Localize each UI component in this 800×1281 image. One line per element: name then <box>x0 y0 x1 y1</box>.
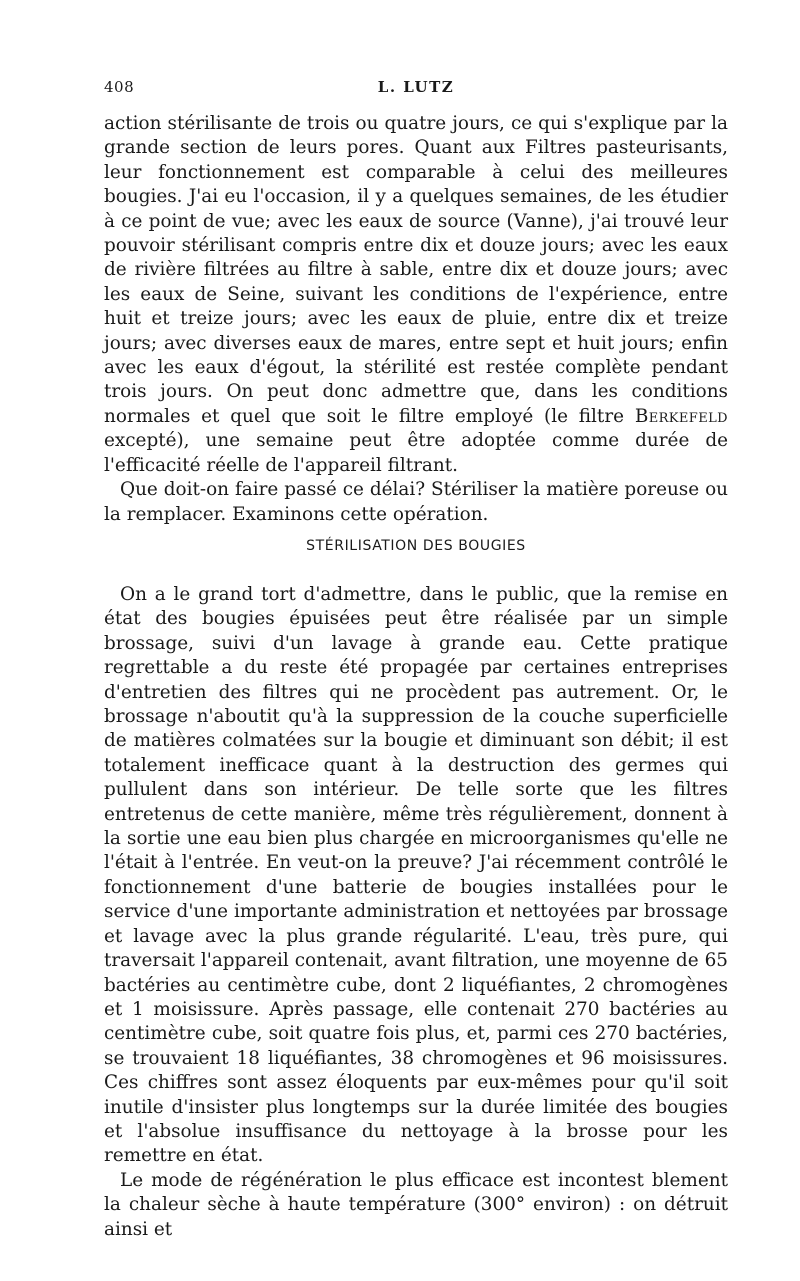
page-header <box>104 78 728 100</box>
section-1-text <box>104 112 728 527</box>
paragraph: Que doit-on faire passé ce délai? Stériliser la matière poreuse ou la remplacer. Examinons cette opération. <box>104 479 728 525</box>
paragraph-text: action stérilisante de trois ou quatre jours, ce qui s'explique par la grande section de leurs pores. Quant aux Filtres pasteurisants, leur fonctionnement est comparable à celui des meilleures bougies. J'ai eu l'occasion, il y a quelques semaines, de les étudier à ce point de vue; avec les eaux de source (Vanne), j'ai trouvé leur pouvoir stérilisant compris entre dix et douze jours; avec les eaux de rivière filtrées au filtre à sable, entre dix et douze jours; avec les eaux de Seine, suivant les conditions de l'expérience, entre huit et treize jours; avec les eaux de pluie, entre dix et treize jours; avec diverses eaux de mares, entre sept et huit jours; enfin avec les eaux d'égout, la stérilité est restée complète pendant trois jours. On peut donc admettre que, dans les conditions normales et quel que soit le filtre employé (le filtre <box>104 113 728 427</box>
filter-brand-name: Berkefeld <box>634 405 728 427</box>
running-head: L. LUTZ <box>377 78 455 96</box>
paragraph-text: excepté), une semaine peut être adoptée comme durée de l'efficacité réelle de l'appareil filtrant. <box>104 430 728 476</box>
section-2-text <box>104 583 728 1242</box>
page-number: 408 <box>104 78 135 96</box>
section-title: STÉRILISATION DES BOUGIES <box>306 538 526 554</box>
paragraph: Le mode de régénération le plus efficace est incontest blement la chaleur sèche à haute température (300° environ) : on détruit ainsi et <box>104 1169 728 1240</box>
paragraph <box>104 112 728 478</box>
paragraph: On a le grand tort d'admettre, dans le public, que la remise en état des bougies épuisées peut être réalisée par un simple brossage, suivi d'un lavage à grande eau. Cette pratique regrettable a du reste été propagée par certaines entreprises d'entretien des filtres qui ne procèdent pas autrement. Or, le brossage n'aboutit qu'à la suppression de la couche superficielle de matières colmatées sur la bougie et diminuant son débit; il est totalement inefficace quant à la destruction des germes qui pullulent dans son intérieur. De telle sorte que les filtres entretenus de cette manière, même très régulièrement, donnent à la sortie une eau bien plus chargée en microorganismes qu'elle ne l'était à l'entrée. En veut-on la preuve? J'ai récemment contrôlé le fonctionnement d'une batterie de bougies installées pour le service d'une importante administration et nettoyées par brossage et lavage avec la plus grande régularité. L'eau, très pure, qui traversait l'appareil contenait, avant filtration, une moyenne de 65 bactéries au centimètre cube, dont 2 liquéfiantes, 2 chromogènes et 1 moisissure. Après passage, elle contenait 270 bactéries au centimètre cube, soit quatre fois plus, et, parmi ces 270 bactéries, se trouvaient 18 liquéfiantes, 38 chromogènes et 96 moisissures. Ces chiffres sont assez éloquents par eux-mêmes pour qu'il soit inutile d'insister plus longtemps sur la durée limitée des bougies et l'absolue insuffisance du nettoyage à la brosse pour les remettre en état. <box>104 584 728 1167</box>
